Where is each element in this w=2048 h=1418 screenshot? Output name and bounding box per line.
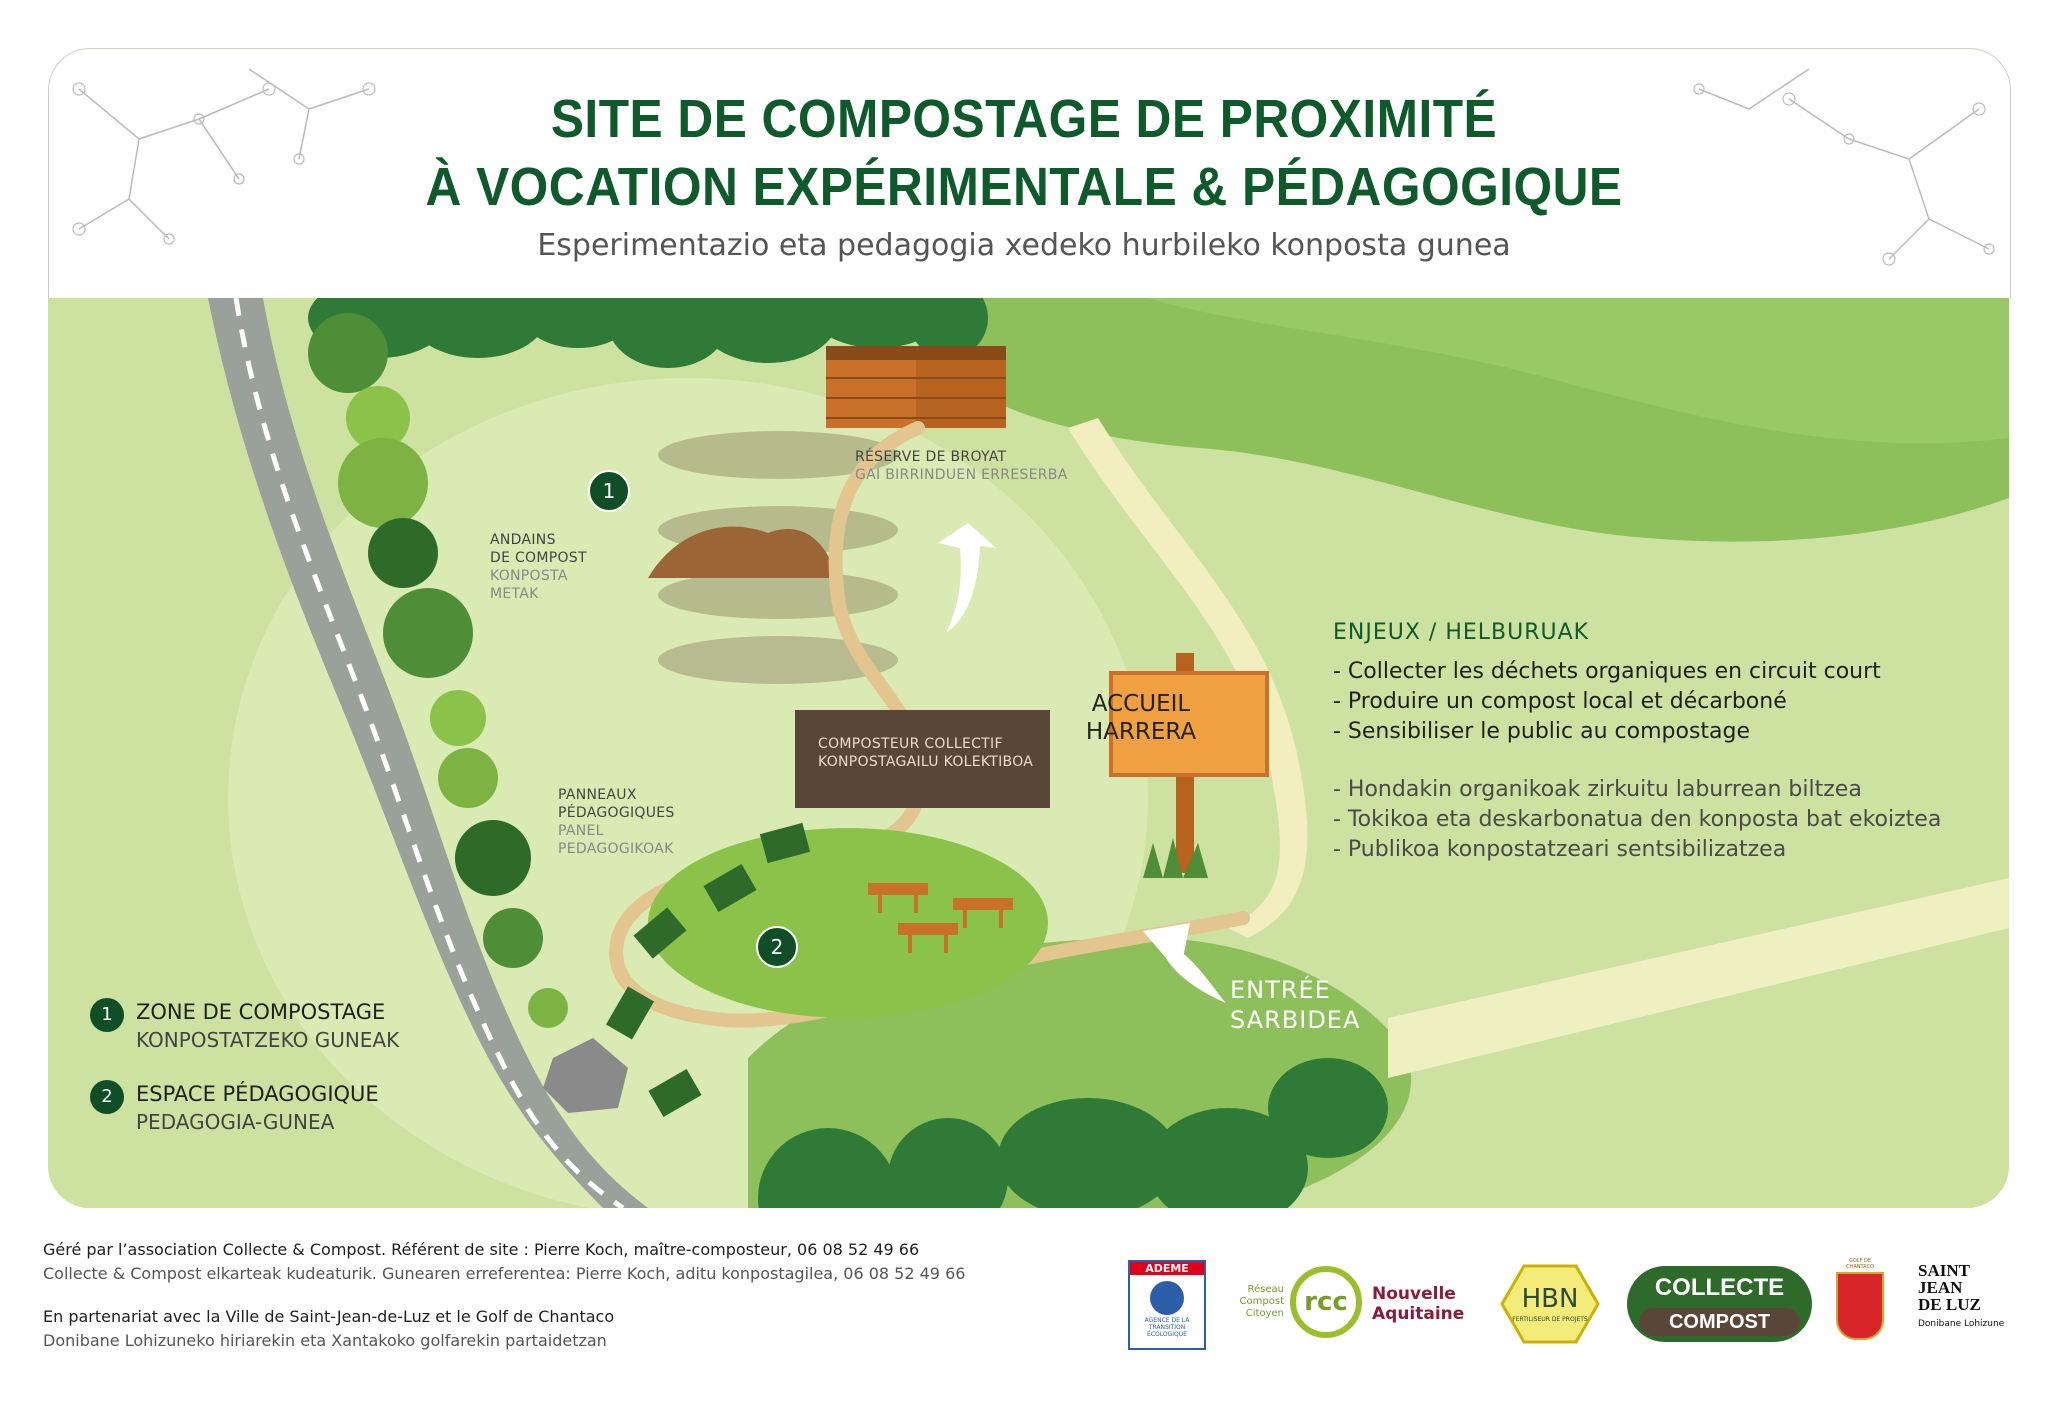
ademe-logo	[1128, 1260, 1206, 1350]
panneaux-fr-1: PANNEAUX	[558, 787, 637, 803]
legend-badge-1: 1	[90, 998, 124, 1032]
rcc-logo-mark: rcc	[1290, 1266, 1362, 1338]
compost-logo-text: COMPOST	[1639, 1308, 1800, 1336]
broyat-bins	[826, 346, 1006, 428]
enjeux-fr-3: - Sensibiliser le public au compostage	[1333, 719, 1751, 744]
rcc-logo-left-2: Compost	[1239, 1296, 1284, 1307]
panneaux-eu-2: PEDAGOGIKOAK	[558, 841, 674, 857]
legend-fr-1: ZONE DE COMPOSTAGE	[136, 1000, 386, 1024]
andains-eu-2: METAK	[490, 586, 539, 602]
zone1-badge: 1	[588, 470, 630, 512]
site-map	[48, 298, 2009, 1208]
footer-line-3: En partenariat avec la Ville de Saint-Jean-de-Luz et le Golf de Chantaco	[43, 1307, 615, 1326]
collecte-logo-text: COLLECTE	[1654, 1274, 1785, 1301]
broyat-label	[855, 448, 1068, 484]
andains-fr-1: ANDAINS	[490, 532, 556, 548]
broyat-label-fr: RÉSERVE DE BROYAT	[855, 449, 1007, 465]
rcc-logo	[1228, 1262, 1478, 1342]
sjdl-logo-text-2: JEAN	[1918, 1278, 1963, 1297]
hbn-logo-text: HBN	[1521, 1284, 1579, 1314]
panneaux-label	[558, 786, 675, 858]
sjdl-logo-text	[1918, 1262, 2008, 1313]
footer-line-2: Collecte & Compost elkarteak kudeaturik. Gunearen erreferentea: Pierre Koch, aditu konpostagilea, 06 08 52 49 66	[43, 1264, 966, 1283]
zone2-badge: 2	[756, 926, 798, 968]
panneaux-eu-1: PANEL	[558, 823, 604, 839]
andains-fr-2: DE COMPOST	[490, 550, 587, 566]
footer-line-1: Géré par l’association Collecte & Compost. Référent de site : Pierre Koch, maître-composteur, 06 08 52 49 66	[43, 1240, 920, 1259]
entree-label-eu: SARBIDEA	[1230, 1006, 1361, 1034]
chantaco-shield-icon	[1836, 1272, 1884, 1340]
sjdl-logo-text-3: DE LUZ	[1918, 1295, 1981, 1314]
enjeux-fr-1: - Collecter les déchets organiques en circuit court	[1333, 659, 1881, 684]
legend-badge-2: 2	[90, 1080, 124, 1114]
collecte-compost-logo	[1627, 1266, 1812, 1342]
andains-eu-1: KONPOSTA	[490, 568, 568, 584]
pedagogical-lawn	[648, 828, 1048, 1018]
globe-icon	[1150, 1281, 1184, 1315]
composteur-label-eu: KONPOSTAGAILU KOLEKTIBOA	[818, 754, 1034, 770]
composteur-label	[818, 735, 1033, 771]
hbn-logo	[1500, 1262, 1600, 1346]
accueil-sign-text	[1063, 690, 1219, 746]
chantaco-logo-text: GOLF DE CHANTACO	[1846, 1258, 1874, 1270]
ademe-logo-title: ADEME	[1130, 1262, 1204, 1275]
page-subtitle: Esperimentazio eta pedagogia xedeko hurbileko konposta gunea	[537, 228, 1511, 263]
ademe-logo-sub-1: AGENCE DE LA	[1144, 1317, 1190, 1324]
panneaux-fr-2: PÉDAGOGIQUES	[558, 805, 675, 821]
rcc-logo-left-1: Réseau	[1247, 1284, 1284, 1295]
enjeux-fr-2: - Produire un compost local et décarboné	[1333, 689, 1787, 714]
enjeux-heading: ENJEUX / HELBURUAK	[1333, 620, 1590, 645]
legend-eu-2: PEDAGOGIA-GUNEA	[136, 1110, 335, 1134]
page-title-line2: À VOCATION EXPÉRIMENTALE & PÉDAGOGIQUE	[425, 157, 1623, 217]
composteur-label-fr: COMPOSTEUR COLLECTIF	[818, 736, 1003, 752]
enjeux-eu-3: - Publikoa konpostatzeari sentsibilizatzea	[1333, 837, 1787, 862]
enjeux-panel	[1333, 620, 1941, 865]
rcc-logo-right-2: Aquitaine	[1372, 1304, 1465, 1324]
rcc-logo-right-1: Nouvelle	[1372, 1284, 1456, 1304]
legend-fr-2: ESPACE PÉDAGOGIQUE	[136, 1082, 379, 1106]
legend-eu-1: KONPOSTATZEKO GUNEAK	[136, 1028, 400, 1052]
sjdl-logo-text-1: SAINT	[1918, 1261, 1970, 1280]
rcc-logo-left-3: Citoyen	[1245, 1308, 1284, 1319]
footer-line-4: Donibane Lohizuneko hiriarekin eta Xantakoko golfarekin partaidetzan	[43, 1331, 607, 1350]
sjdl-logo-sub: Donibane Lohizune	[1918, 1319, 2005, 1329]
hbn-logo-sub: FERTILISEUR DE PROJETS	[1512, 1316, 1588, 1323]
enjeux-eu-2: - Tokikoa eta deskarbonatua den konposta bat ekoiztea	[1333, 807, 1942, 832]
ademe-logo-sub	[1130, 1317, 1204, 1338]
rcc-logo-left	[1228, 1284, 1284, 1320]
page-title-line1: SITE DE COMPOSTAGE DE PROXIMITÉ	[550, 89, 1498, 149]
entree-label-fr: ENTRÉE	[1230, 976, 1331, 1004]
andains-label	[490, 531, 587, 603]
chantaco-logo	[1835, 1258, 1885, 1342]
ademe-logo-sub-2: TRANSITION	[1148, 1324, 1186, 1331]
ademe-logo-sub-3: ÉCOLOGIQUE	[1147, 1331, 1187, 1338]
rcc-logo-right	[1372, 1284, 1464, 1324]
accueil-sign-eu: HARRERA	[1085, 719, 1197, 745]
entree-label	[1230, 975, 1360, 1035]
enjeux-eu-1: - Hondakin organikoak zirkuitu laburrean biltzea	[1333, 777, 1862, 802]
accueil-sign-fr: ACCUEIL	[1091, 691, 1191, 717]
broyat-label-eu: GAI BIRRINDUEN ERRESERBA	[855, 467, 1068, 483]
saint-jean-de-luz-logo	[1918, 1262, 2008, 1346]
